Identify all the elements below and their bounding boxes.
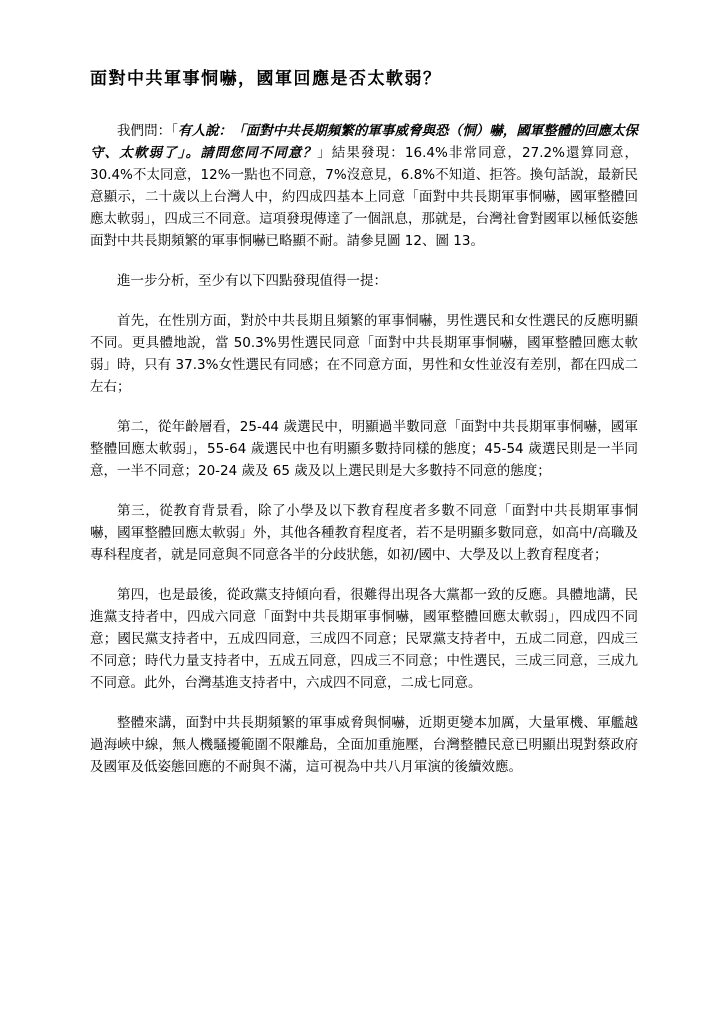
- paragraph-gender: 首先，在性別方面，對於中共長期且頻繁的軍事恫嚇，男性選民和女性選民的反應明顯不同。更具體地說，當 50.3%男性選民同意「面對中共長期軍事恫嚇，國軍整體回應太軟弱」時，只有 37.3%女性選民有同感；在不同意方面，男性和女性並沒有差別，都在四成二左右；: [90, 313, 638, 395]
- question-prefix: 我們問：「: [117, 123, 178, 139]
- paragraph-age: 第二，從年齡層看，25-44 歲選民中，明顯過半數同意「面對中共長期軍事恫嚇，國軍整體回應太軟弱」，55-64 歲選民中也有明顯多數持同樣的態度；45-54 歲選民則是一半同意，一半不同意；20-24 歲及 65 歲及以上選民則是大多數持不同意的態度；: [90, 419, 638, 479]
- paragraph-conclusion: 整體來講，面對中共長期頻繁的軍事威脅與恫嚇，近期更變本加厲，大量軍機、軍艦越過海峽中線，無人機騷擾範圍不限離島，全面加重施壓，台灣整體民意已明顯出現對蔡政府及國軍及低姿態回應的不耐與不滿，這可視為中共八月軍演的後續效應。: [90, 715, 638, 775]
- survey-question-quote: 有人說：「面對中共長期頻繁的軍事威脅與恐（恫）嚇，國軍整體的回應太保守、太軟弱了」。請問您同不同意？: [90, 123, 639, 161]
- paragraph-party: 第四，也是最後，從政黨支持傾向看，很難得出現各大黨都一致的反應。具體地講，民進黨支持者中，四成六同意「面對中共長期軍事恫嚇，國軍整體回應太軟弱」，四成四不同意；國民黨支持者中，五成四同意，三成四不同意；民眾黨支持者中，五成二同意，四成三不同意；時代力量支持者中，五成五同意，四成三不同意；中性選民，三成三同意，三成九不同意。此外，台灣基進支持者中，六成四不同意，二成七同意。: [90, 587, 638, 691]
- document-body: [90, 120, 638, 796]
- page-title: 面對中共軍事恫嚇，國軍回應是否太軟弱？: [90, 69, 442, 89]
- paragraph-education: 第三，從教育背景看，除了小學及以下教育程度者多數不同意「面對中共長期軍事恫嚇，國軍整體回應太軟弱」外，其他各種教育程度者，若不是明顯多數同意，如高中/高職及專科程度者，就是同意與不同意各半的分歧狀態，如初/國中、大學及以上教育程度者；: [90, 503, 638, 563]
- paragraph-survey-question: [90, 120, 638, 252]
- survey-results-text: 」結果發現：16.4%非常同意，27.2%還算同意，30.4%不太同意，12%一點也不同意，7%沒意見，6.8%不知道、拒答。換句話說，最新民意顯示，二十歲以上台灣人中，約四成四基本上同意「面對中共長期軍事恫嚇，國軍整體回應太軟弱」，四成三不同意。這項發現傳達了一個訊息，那就是，台灣社會對國軍以極低姿態面對中共長期頻繁的軍事恫嚇已略顯不耐。請參見圖 12、圖 13。: [90, 145, 639, 249]
- paragraph-intro-findings: 進一步分析，至少有以下四點發現值得一提：: [117, 273, 387, 289]
